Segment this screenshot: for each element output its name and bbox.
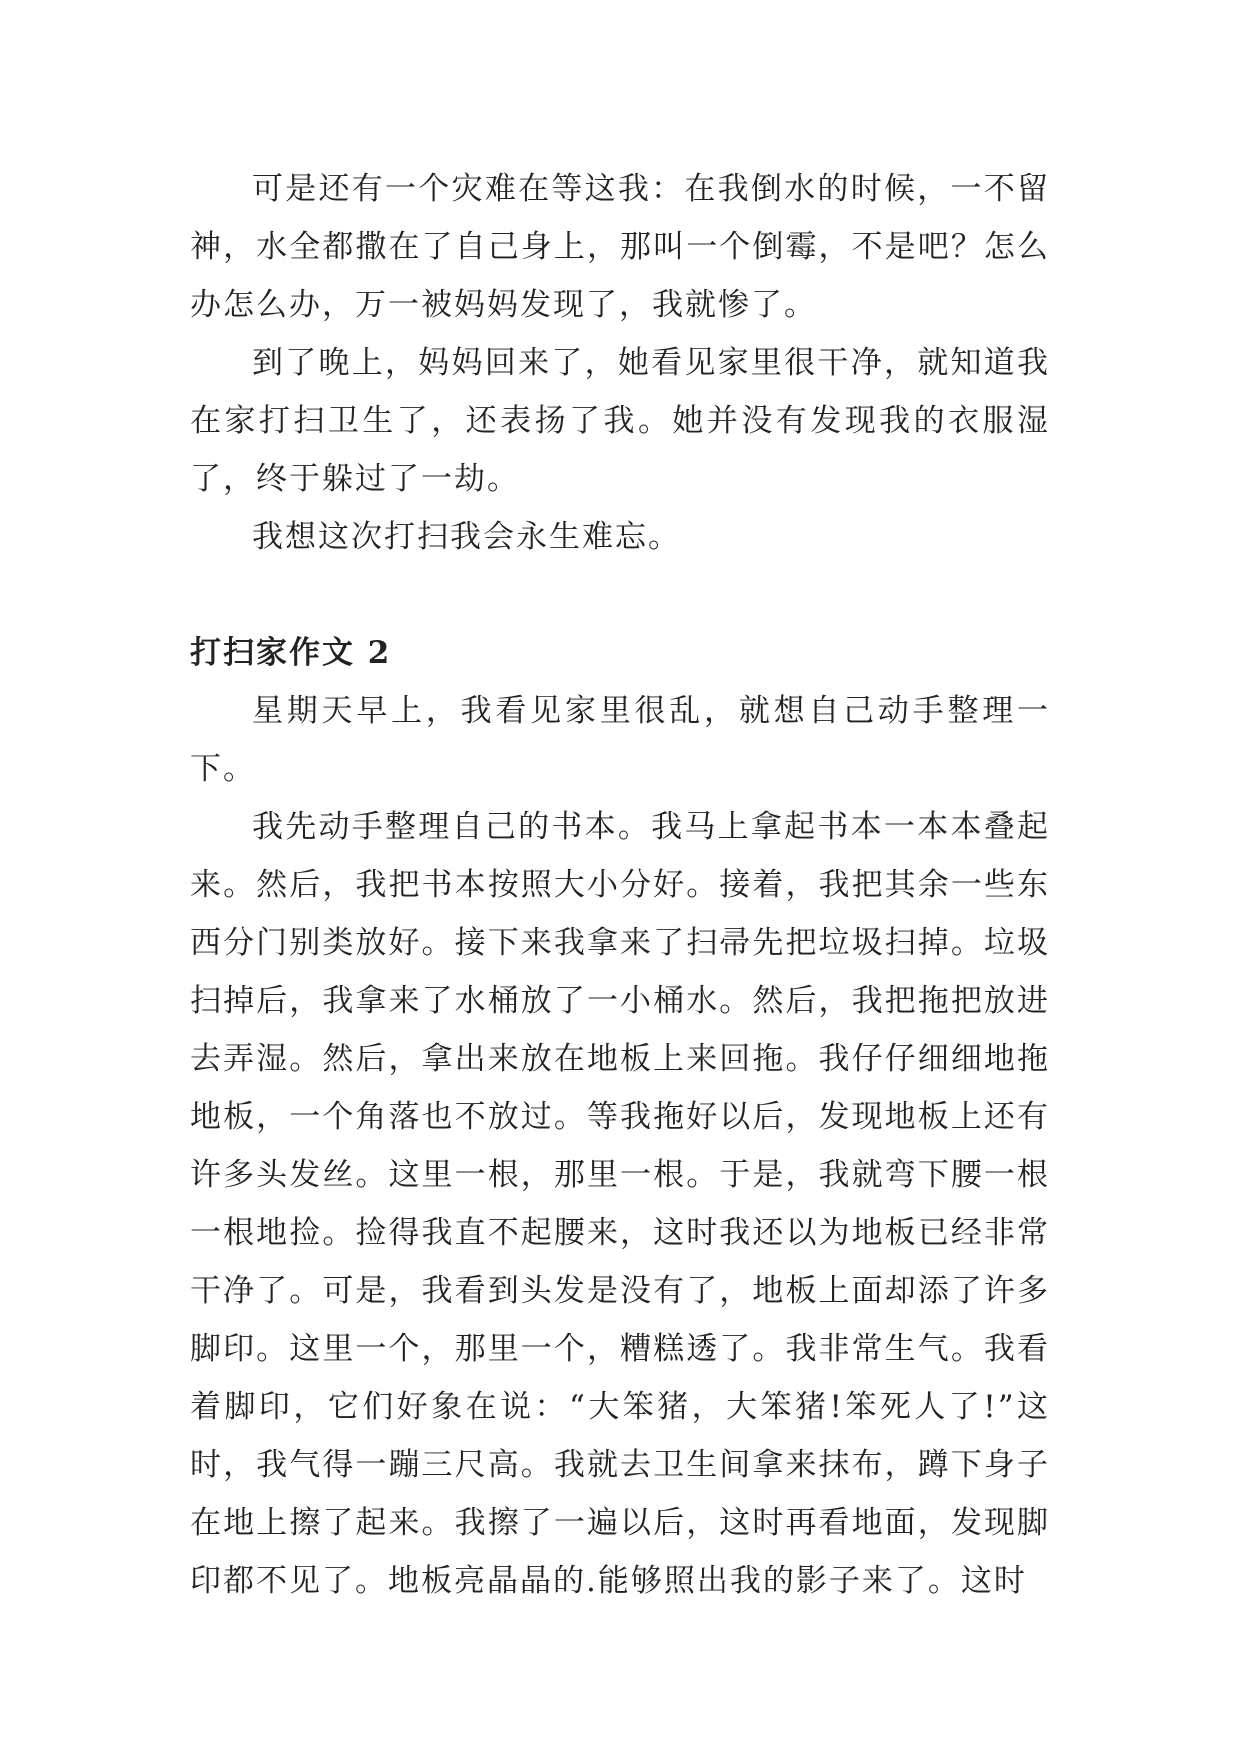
paragraph: 星期天早上，我看见家里很乱，就想自己动手整理一下。 (190, 693, 1050, 787)
document-body (190, 160, 1050, 1610)
paragraph: 可是还有一个灾难在等这我：在我倒水的时候，一不留神，水全都撒在了自己身上，那叫一个倒霉，不是吧？怎么办怎么办，万一被妈妈发现了，我就惨了。 (190, 171, 1050, 323)
paragraph: 我先动手整理自己的书本。我马上拿起书本一本本叠起来。然后，我把书本按照大小分好。接着，我把其余一些东西分门别类放好。接下来我拿来了扫帚先把垃圾扫掉。垃圾扫掉后，我拿来了水桶放了一小桶水。然后，我把拖把放进去弄湿。然后，拿出来放在地板上来回拖。我仔仔细细地拖地板，一个角落也不放过。等我拖好以后，发现地板上还有许多头发丝。这里一根，那里一根。于是，我就弯下腰一根一根地捡。捡得我直不起腰来，这时我还以为地板已经非常干净了。可是，我看到头发是没有了，地板上面却添了许多脚印。这里一个，那里一个，糟糕透了。我非常生气。我看着脚印，它们好象在说：“大笨猪，大笨猪!笨死人了!”这时，我气得一蹦三尺高。我就去卫生间拿来抹布，蹲下身子在地上擦了起来。我擦了一遍以后，这时再看地面，发现脚印都不见了。地板亮晶晶的.能够照出我的影子来了。这时 (190, 809, 1050, 1599)
paragraph: 到了晚上，妈妈回来了，她看见家里很干净，就知道我在家打扫卫生了，还表扬了我。她并没有发现我的衣服湿了，终于躲过了一劫。 (190, 345, 1050, 497)
paragraph: 我想这次打扫我会永生难忘。 (252, 519, 681, 555)
section-spacer (190, 566, 1050, 624)
section-title: 打扫家作文 2 (190, 635, 392, 671)
